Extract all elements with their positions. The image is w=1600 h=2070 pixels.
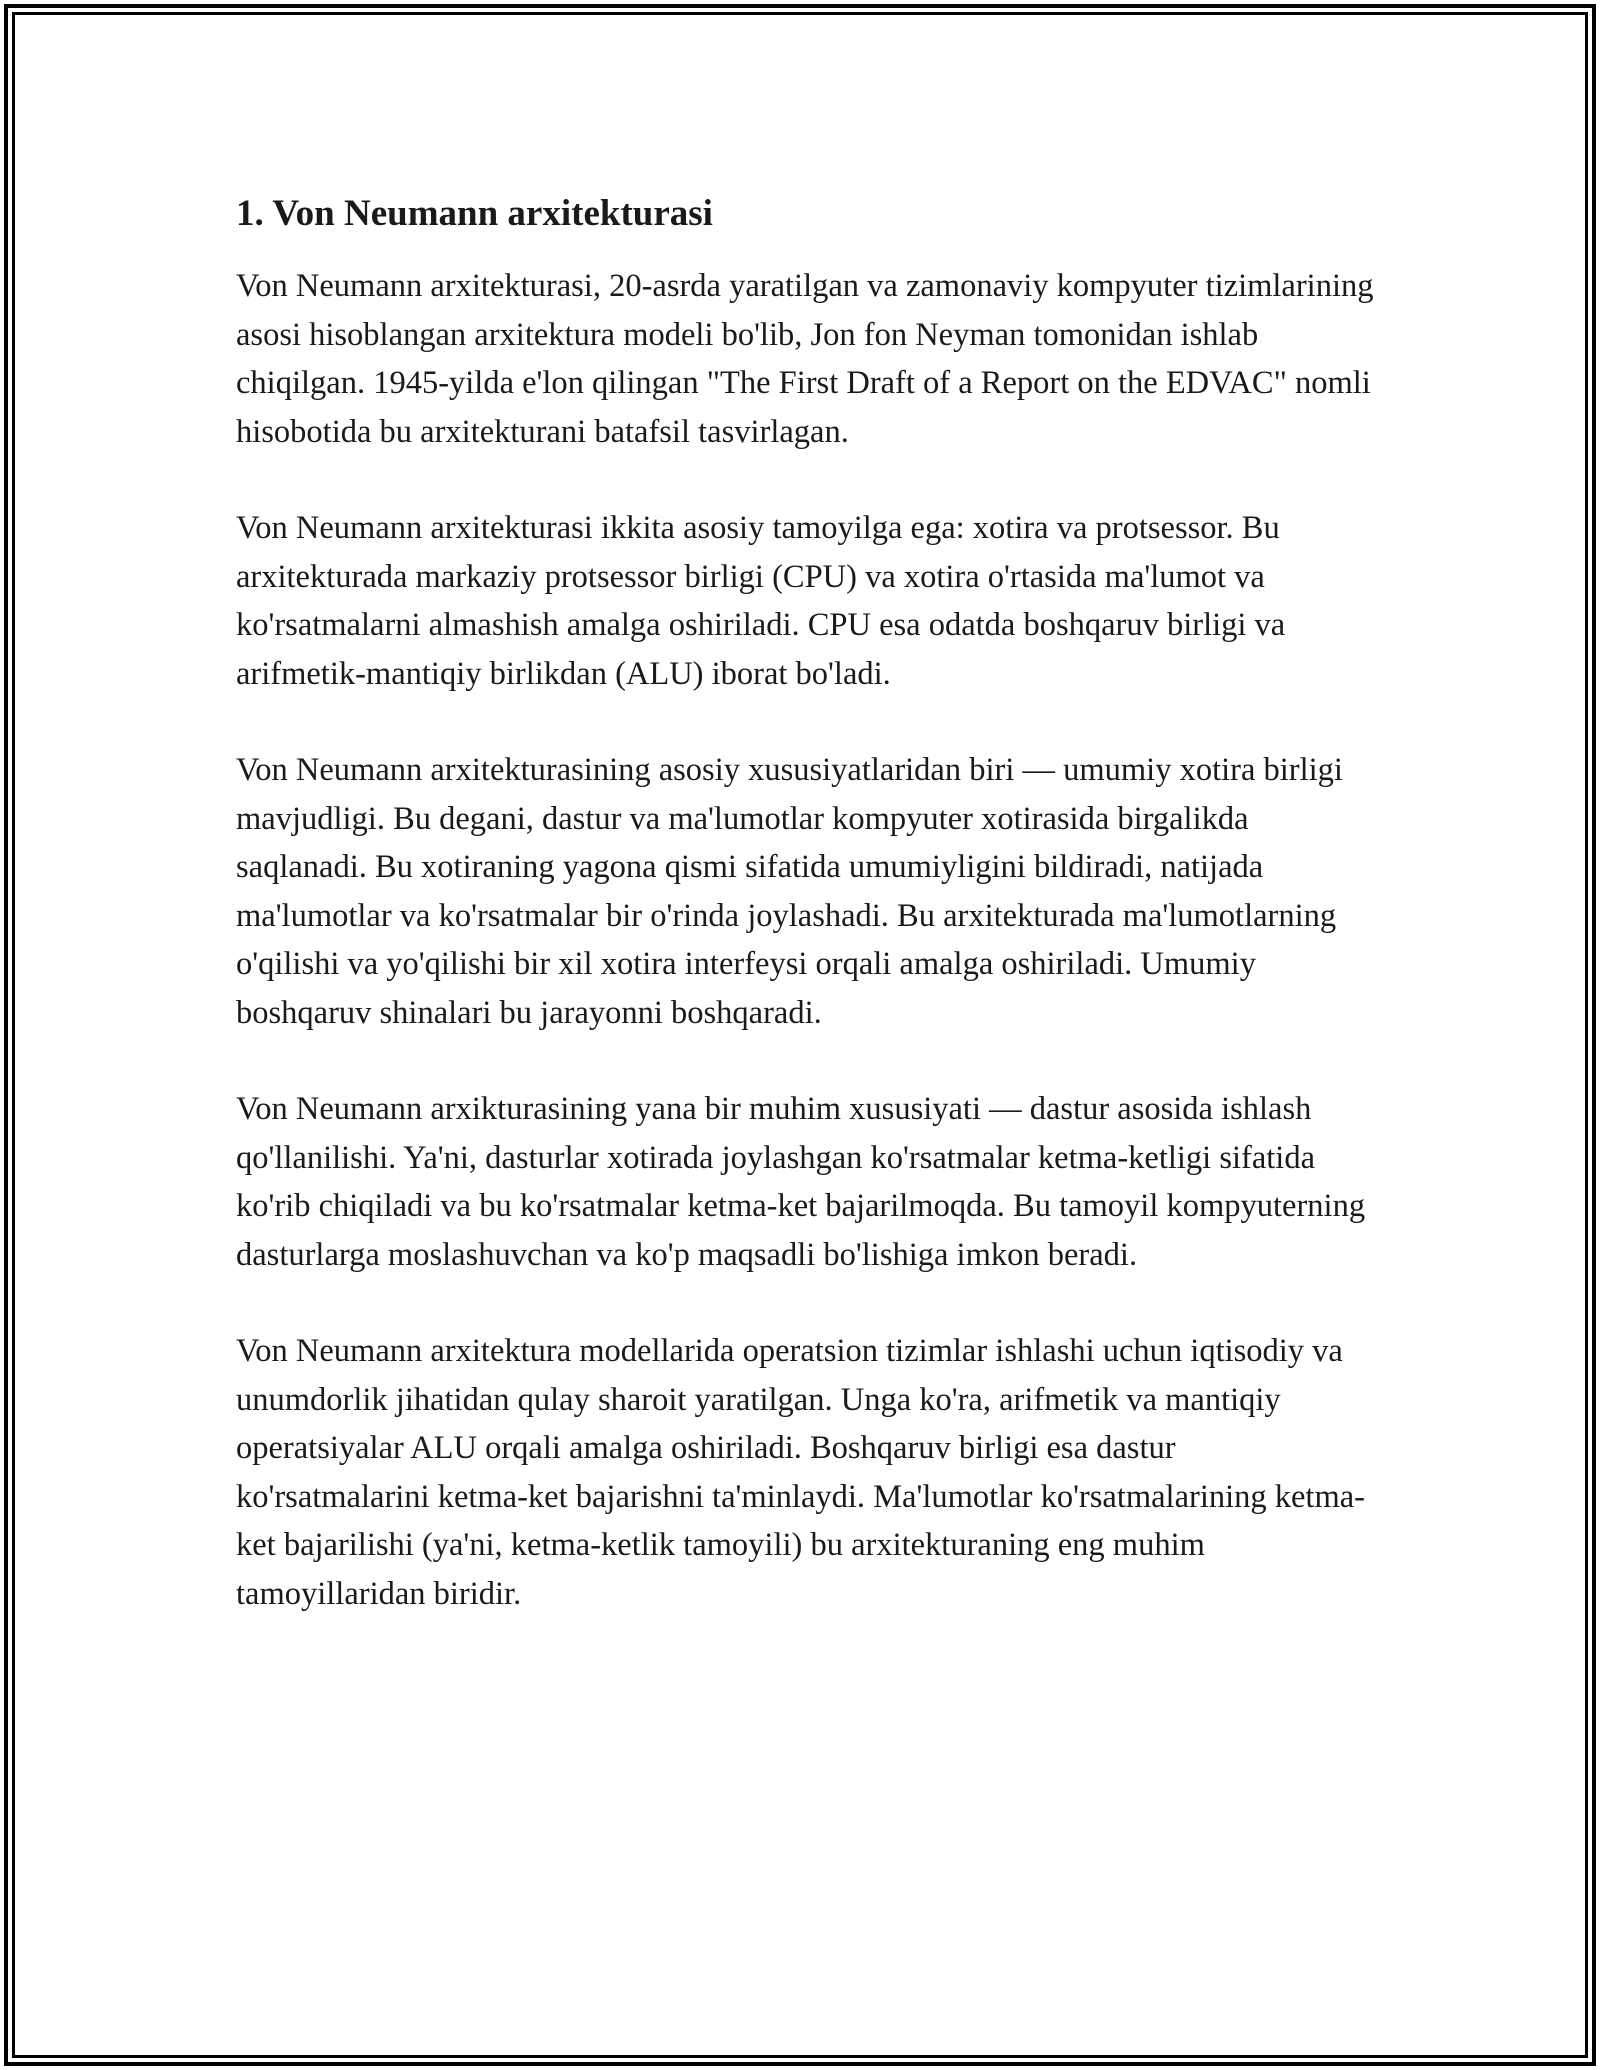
section-heading: 1. Von Neumann arxitekturasi (236, 193, 713, 234)
document-body (236, 186, 1376, 1666)
paragraph-intro: Von Neumann arxitekturasi, 20-asrda yaratilgan va zamonaviy kompyuter tizimlarining asosi hisoblangan arxitektura modeli bo'lib, Jon fon Neyman tomonidan ishlab chiqilgan. 1945-yilda e'lon qilingan "The First Draft of a Report on the EDVAC" nomli hisobotida bu arxitekturani batafsil tasvirlagan. (236, 268, 1374, 450)
paragraph-principles: Von Neumann arxitekturasi ikkita asosiy tamoyilga ega: xotira va protsessor. Bu arxitekturada markaziy protsessor birligi (CPU) va xotira o'rtasida ma'lumot va ko'rsatmalarni almashish amalga oshiriladi. CPU esa odatda boshqaruv birligi va arifmetik-mantiqiy birlikdan (ALU) iborat bo'ladi. (236, 510, 1286, 692)
paragraph-sequential-execution: Von Neumann arxitektura modellarida operatsion tizimlar ishlashi uchun iqtisodiy va unumdorlik jihatidan qulay sharoit yaratilgan. Unga ko'ra, arifmetik va mantiqiy operatsiyalar ALU orqali amalga oshiriladi. Boshqaruv birligi esa dastur ko'rsatmalarini ketma-ket bajarishni ta'minlaydi. Ma'lumotlar ko'rsatmalarining ketma-ket bajarilishi (ya'ni, ketma-ketlik tamoyili) bu arxitekturaning eng muhim tamoyillaridan biridir. (236, 1333, 1365, 1612)
paragraph-stored-program: Von Neumann arxikturasining yana bir muhim xususiyati — dastur asosida ishlash qo'llanilishi. Ya'ni, dasturlar xotirada joylashgan ko'rsatmalar ketma-ketligi sifatida ko'rib chiqiladi va bu ko'rsatmalar ketma-ket bajarilmoqda. Bu tamoyil kompyuterning dasturlarga moslashuvchan va ko'p maqsadli bo'lishiga imkon beradi. (236, 1091, 1366, 1273)
paragraph-shared-memory: Von Neumann arxitekturasining asosiy xususiyatlaridan biri — umumiy xotira birligi mavjudligi. Bu degani, dastur va ma'lumotlar kompyuter xotirasida birgalikda saqlanadi. Bu xotiraning yagona qismi sifatida umumiyligini bildiradi, natijada ma'lumotlar va ko'rsatmalar bir o'rinda joylashadi. Bu arxitekturada ma'lumotlarning o'qilishi va yo'qilishi bir xil xotira interfeysi orqali amalga oshiriladi. Umumiy boshqaruv shinalari bu jarayonni boshqaradi. (236, 752, 1343, 1031)
